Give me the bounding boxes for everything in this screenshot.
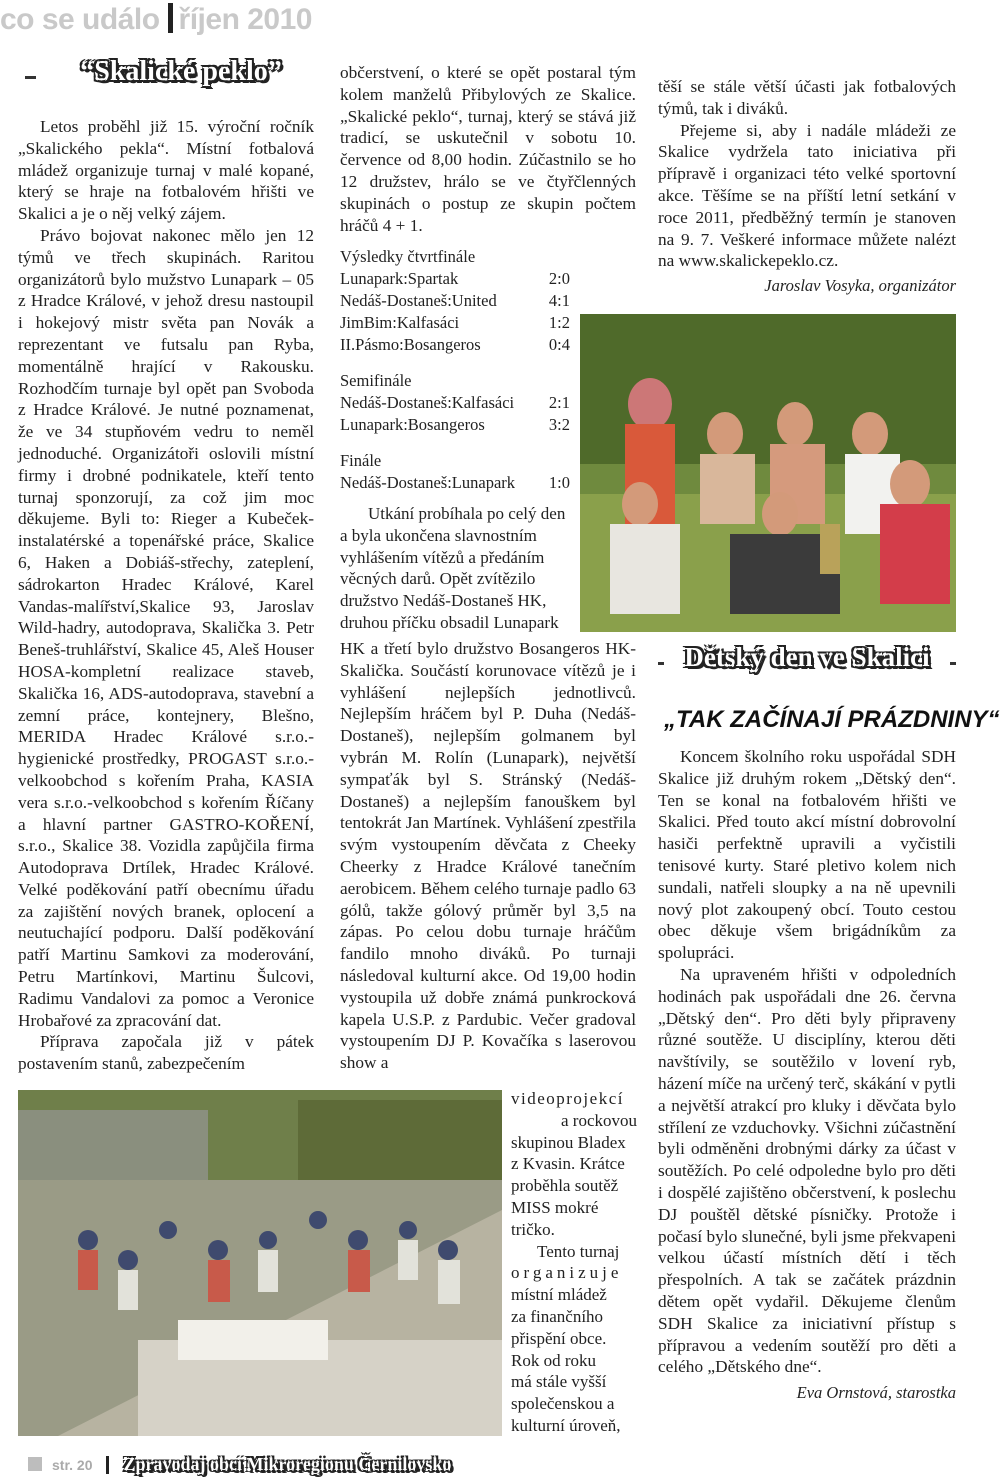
results-heading: Finále [340,451,382,470]
issue-month: říjen 2010 [178,3,312,36]
article-2-body [658,746,956,1404]
result-score: 1:0 [548,473,570,492]
result-row [340,334,570,356]
text-line: tričko. [511,1219,555,1239]
result-match: JimBim:Kalfasáci [340,313,460,332]
result-row [340,290,570,312]
winning-team-photo [580,314,956,632]
paragraph: občerstvení, o které se opět postaral tým kolem manželů Přibylových ze Skalice. „Skalické peklo“, turnaj, který se stává již tradicí, se uskutečnil v sobotu 10. července od 8,00 hodin. Zúčastnilo se ho 12 družstev, hrálo se ve čtyřčlenných skupinách o postup ze skupin počtem hráčů 4 + 1. [340,63,636,235]
paragraph: HK a třetí bylo družstvo Bosangeros HK-Skalička. Součástí korunovace vítězů je i vyhlášení nejlepších jednotlivců. Nejlepším hráčem byl P. Duha (Nedáš-Dostaneš), nejlepším golmanem byl vybrán M. Rolín (Lunapark), největší sympaťák byl S. Stránský (Nedáš-Dostaneš) a nejlepším fanouškem byl tentokrát Jan Martínek. Vyhlášení zpestřila svým vystoupením děvčata z Cheeky Cheerky z Hradce Králové tanečním aerobicem. Během celého turnaje padlo 63 gólů, takže gólový průměr byl 3,5 na zápas. Po celou dobu turnaje hráčům fandilo mnoho diváků. Po turnaji následoval kulturní akce. Od 19,00 hodin vystoupila už dobře známá punkrocková kapela U.S.P. z Pardubic. Večer gradoval vystoupením DJ P. Kovačíka s laserovou show a [340,639,636,1073]
article-title-box [36,56,326,88]
result-match: Nedáš-Dostaneš:Lunapark [340,473,516,492]
result-row [340,472,570,494]
article-column-2-wrap [340,503,575,634]
result-score: 0:4 [548,335,570,354]
article-column-2-middle [340,638,636,1074]
article-column-2-top [340,62,636,236]
page-marker-icon [28,1457,42,1471]
article-2-subtitle: „TAK ZAČÍNAJÍ PRÁZDNINY“ [664,706,1000,733]
result-match: Nedáš-Dostaneš:United [340,291,497,310]
result-match: Lunapark:Bosangeros [340,415,485,434]
section-header [0,0,312,40]
section-label: co se událo [0,3,160,36]
page-footer [28,1454,451,1476]
article-2-title-box [664,642,950,673]
text-line: MISS mokré [511,1197,599,1217]
article-title: “Skalické peklo” [80,56,282,87]
paragraph: Příprava započala již v pátek postavením stanů, zabezpečením [18,1032,314,1074]
paragraph: Přejeme si, aby i nadále mládeži ze Skalice vydržela tato iniciativa při přípravě i organizaci této velké sportovní akce. Těšíme se na příští letní setkání v roce 2011, předběžný termín je stanoven na 9. 7. Veškeré informace můžete nalézt na www.skalickepeklo.cz. [658,120,956,271]
text-line: videoprojekcí [511,1089,624,1108]
text-line: má stále vyšší [511,1372,607,1392]
result-score: 2:0 [548,269,570,288]
text-line: vyhlášením vítězů a předáním [340,547,545,567]
article-column-2-narrow [511,1088,637,1437]
result-match: Lunapark:Spartak [340,269,459,288]
tournament-crowd-photo [18,1090,502,1436]
text-line: a byla ukončena slavnostním [340,525,537,545]
text-line: společenskou a [511,1394,615,1414]
footer-divider [106,1456,109,1474]
result-row [340,268,570,290]
result-row [340,414,570,436]
article-column-3 [658,76,956,297]
result-score: 4:1 [548,291,570,310]
text-line: družstvo Nedáš-Dostaneš HK, [340,591,547,611]
result-row [340,392,570,414]
header-divider [168,3,173,33]
result-score: 3:2 [548,415,570,434]
text-line: proběhla soutěž [511,1176,619,1196]
article-2-title: Dětský den ve Skalici [684,642,930,672]
text-line: místní mládež [511,1285,607,1305]
text-line: věcných darů. Opět zvítězilo [340,569,536,589]
result-match: II.Pásmo:Bosangeros [340,335,481,354]
text-line: přispění obce. [511,1328,607,1348]
results-heading: Semifinále [340,371,412,390]
text-line: z Kvasin. Krátce [511,1154,625,1174]
paragraph: těší se stále větší účasti jak fotbalových týmů, tak i diváků. [658,77,956,118]
author-signature: Eva Ornstová, starostka [796,1383,956,1403]
text-line: druhou příčku obsadil Lunapark [340,612,559,632]
text-line: za finančního [511,1306,604,1326]
text-line: Utkání probíhala po celý den [368,504,566,523]
result-score: 1:2 [548,313,570,332]
paragraph: Koncem školního roku uspořádal SDH Skalice již druhým rokem „Dětský den“. Ten se konal na fotbalovém hřišti ve Skalici. Před touto akcí místní dobrovolní hasiči perfektně upravili a vyčistili tenisové kurty. Staré pletivo kolem nich sundali, natřeli sloupky a na ně upevnili nový plot zakoupený obcí. Touto cestou obec děkuje všem brigádníkům za spolupráci. [658,747,956,963]
text-line: Tento turnaj [537,1241,620,1261]
results-heading: Výsledky čtvrtfinále [340,247,476,266]
text-line: Rok od roku [511,1350,596,1370]
text-line: kulturní úroveň, [511,1415,621,1435]
results-table [340,246,580,494]
paragraph: Na upraveném hřišti v odpoledních hodinách pak uspořádali dne 26. června „Dětský den“. Pro děti byly připraveny různé soutěže. U disciplíny, kterou děti navštívily, se soutěžilo v lovení ryb, házení míče na určený terč, skákání v pytli a největší atrakcí pro kluky i děvčata bylo střílení ze vzduchovky. Všichni zúčastnění byli odměněni drobnými dárky za účast v soutěžích. Po celé odpoledne bylo pro děti i dospělé zajištěno občerstvení, k poslechu DJ pouštěl dětské písničky. Protože i počasí bylo slunečné, byli jsme překvapeni velkou účastí místních dětí i těch přespolních. A tak se začátek prázdnin dětem opět vydařil. Děkujeme členům SDH Skalice za iniciativní přístup s přípravou a vedením soutěží pro děti a celého „Dětského dne“. [658,964,956,1377]
result-score: 2:1 [548,393,570,412]
paragraph: Právo bojovat nakonec mělo jen 12 týmů ve třech skupinách. Raritou organizátorů bylo mužstvo Lunapark – 05 z Hradce Králové, v jehož dresu nastoupil i hokejový mistr světa pan Novák a reprezentant ve futsalu pan Ryba, momentálně hrající v Rakousku. Rozhodčím turnaje byl opět pan Svoboda z Hradce Králové. Je nutné poznamenat, že ve 34 stupňovém vedru to neměl jednoduché. Organizátoři oslovili místní firmy i drobné podnikatele, kteří tento turnaj sponzorují, za což jim moc děkujeme. Byli to: Rieger a Kubeček-instalatérské a topenářské práce, Skalice 6, Haken a Dobiáš-střechy, zateplení, sádrokarton Hradec Králové, Karel Vandas-malířství,Skalice 93, Jaroslav Wild-hadry, autodoprava, Skalička 3. Petr Beneš-truhlářství, Skalice 45, Aleš Houser HOSA-kompletní realizace staveb, Skalička 16, ADS-autodoprava, stavební a zemní práce, kontejnery, Blešno, MERIDA Hradec Králové s.r.o.-hygienické prostředky, PROGAST s.r.o.-velkoobchod s kořením Praha, KASIA vera s.r.o.-velkoobchod s kořením Říčany a hlavní partner GASTRO-KOŘENÍ, s.r.o., Skalice 38. Vozidla zapůjčila firma Autodoprava Drtílek, Hradec Králové. Velké poděkování patří obecnímu úřadu za zajištění nových branek, oplocení a neutuchající podporu. Další poděkování patří Martinu Samkovi za moderování, Petru Martínkovi, Martinu Šulcovi, Radimu Vandalovi za pomoc a Veronice Hrobařové za zpracování dat. [18,225,314,1030]
text-line: a rockovou [560,1110,637,1130]
page-number: str. 20 [52,1457,93,1473]
result-match: Nedáš-Dostaneš:Kalfasáci [340,393,515,412]
author-signature: Jaroslav Vosyka, organizátor [764,276,956,296]
result-row [340,312,570,334]
article-column-1 [18,116,314,1075]
text-line: organizuje [511,1263,623,1283]
text-line: skupinou Bladex [511,1132,626,1152]
publication-name: Zpravodaj obcí Mikroregionu Černilovsko [123,1454,452,1474]
paragraph: Letos proběhl již 15. výroční ročník „Skalického pekla“. Místní fotbalová mládež organizuje turnaj v malé kopané, který se hraje na fotbalovém hřišti ve Skalici a je o něj velký zájem. [18,117,314,224]
